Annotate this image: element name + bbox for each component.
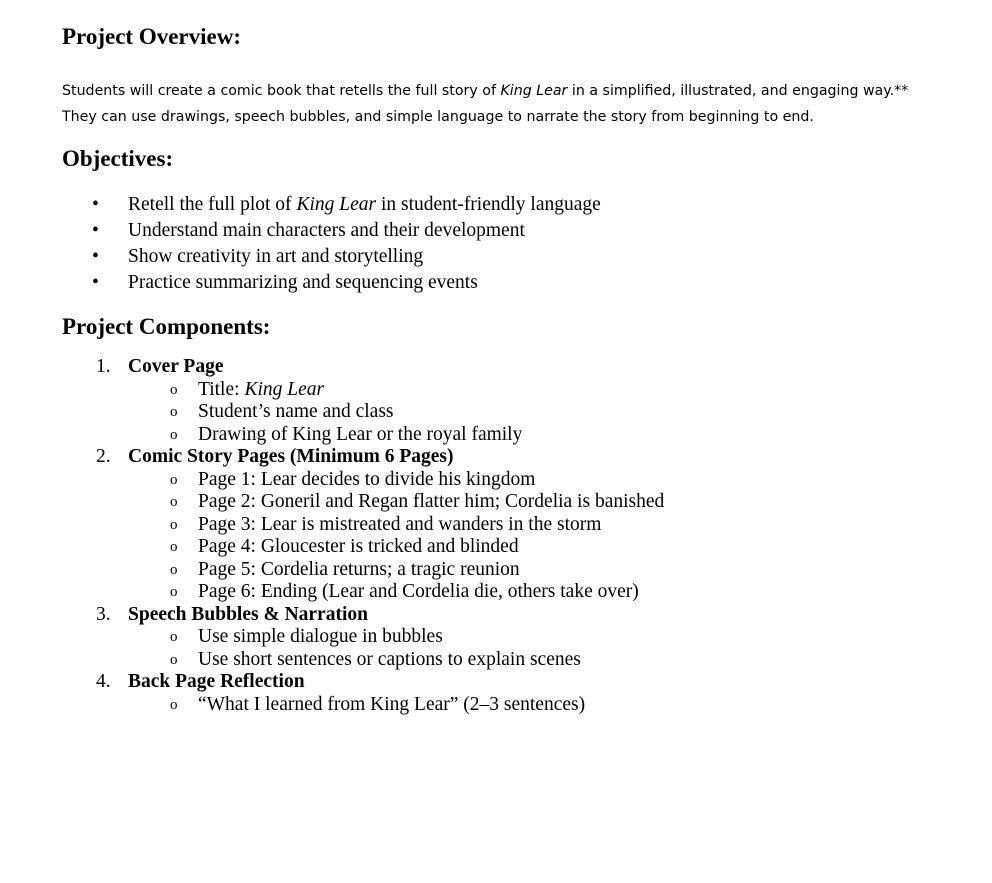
circle-bullet-icon: o bbox=[170, 404, 178, 420]
sub-item-text: Page 6: Ending (Lear and Cordelia die, others take over) bbox=[198, 581, 639, 602]
sub-item bbox=[128, 379, 962, 402]
objective-text: Understand main characters and their development bbox=[128, 220, 525, 241]
objective-text: Show creativity in art and storytelling bbox=[128, 246, 424, 267]
sub-item-text: Title: bbox=[198, 378, 245, 400]
objective-text: Practice summarizing and sequencing events bbox=[128, 272, 478, 293]
sub-item bbox=[128, 424, 962, 447]
component-item-speech-bubbles bbox=[62, 604, 962, 672]
circle-bullet-icon: o bbox=[170, 561, 178, 578]
component-item-back-page-reflection bbox=[62, 671, 962, 716]
circle-bullet-icon: o bbox=[170, 381, 178, 398]
circle-bullet-icon: o bbox=[170, 629, 178, 645]
sub-item-text: Page 2: Goneril and Regan flatter him; Cordelia is banished bbox=[198, 491, 665, 512]
objective-italic-title: King Lear bbox=[296, 194, 377, 215]
objective-item bbox=[62, 244, 962, 270]
component-title: Speech Bubbles & Narration bbox=[128, 603, 368, 625]
sub-item-text: Student’s name and class bbox=[198, 401, 394, 422]
component-number: 3. bbox=[96, 603, 111, 625]
sub-item bbox=[128, 581, 962, 604]
component-sublist bbox=[128, 626, 962, 671]
overview-text-end: in a simplified, illustrated, and engaging way.** They can use drawings, speech bubbles, and simple language to narrate the story from beginning to end. bbox=[62, 83, 909, 125]
circle-bullet-icon: o bbox=[170, 539, 178, 555]
sub-item bbox=[128, 536, 962, 559]
sub-item bbox=[128, 469, 962, 492]
sub-item-text: Drawing of King Lear or the royal family bbox=[198, 423, 523, 445]
project-overview-text bbox=[62, 78, 942, 130]
objective-item bbox=[62, 218, 962, 244]
project-components-heading: Project Components: bbox=[62, 314, 271, 339]
bullet-icon: • bbox=[92, 272, 99, 293]
document-page bbox=[62, 22, 962, 716]
circle-bullet-icon: o bbox=[170, 584, 178, 600]
sub-item-text: Page 4: Gloucester is tricked and blinded bbox=[198, 536, 519, 557]
bullet-icon: • bbox=[92, 220, 99, 241]
sub-item bbox=[128, 559, 962, 582]
overview-text-start: Students will create a comic book that retells the full story of bbox=[62, 83, 501, 99]
sub-item-italic-title: King Lear bbox=[244, 378, 325, 400]
component-item-comic-story-pages bbox=[62, 446, 962, 604]
project-overview-heading: Project Overview: bbox=[62, 24, 242, 49]
sub-item-text: Page 1: Lear decides to divide his kingdom bbox=[198, 468, 536, 490]
circle-bullet-icon: o bbox=[170, 494, 178, 510]
component-sublist bbox=[128, 379, 962, 447]
objective-text: Retell the full plot of bbox=[128, 194, 297, 215]
overview-title-italic: King Lear bbox=[500, 83, 568, 99]
objective-item bbox=[62, 192, 962, 218]
sub-item bbox=[128, 514, 962, 537]
component-number: 2. bbox=[96, 446, 111, 467]
bullet-icon: • bbox=[92, 194, 99, 215]
sub-item bbox=[128, 694, 962, 717]
component-sublist bbox=[128, 694, 962, 717]
component-item-cover-page bbox=[62, 356, 962, 446]
sub-item bbox=[128, 649, 962, 672]
circle-bullet-icon: o bbox=[170, 426, 178, 443]
circle-bullet-icon: o bbox=[170, 696, 178, 713]
sub-item bbox=[128, 401, 962, 424]
component-title: Cover Page bbox=[128, 356, 224, 377]
sub-item-text: Page 3: Lear is mistreated and wanders in the storm bbox=[198, 513, 602, 535]
sub-item-text: “What I learned from King Lear” (2–3 sentences) bbox=[198, 693, 586, 715]
component-number: 4. bbox=[96, 671, 111, 692]
circle-bullet-icon: o bbox=[170, 651, 178, 668]
component-title: Back Page Reflection bbox=[128, 671, 305, 692]
component-number: 1. bbox=[96, 356, 111, 377]
objective-text-end: in student-friendly language bbox=[376, 194, 601, 215]
objective-item bbox=[62, 270, 962, 296]
component-title: Comic Story Pages (Minimum 6 Pages) bbox=[128, 446, 454, 467]
sub-item-text: Page 5: Cordelia returns; a tragic reunion bbox=[198, 558, 520, 580]
sub-item-text: Use simple dialogue in bubbles bbox=[198, 626, 443, 647]
objectives-heading: Objectives: bbox=[62, 146, 174, 171]
circle-bullet-icon: o bbox=[170, 471, 178, 488]
objectives-list bbox=[62, 192, 962, 296]
circle-bullet-icon: o bbox=[170, 516, 178, 533]
sub-item bbox=[128, 491, 962, 514]
sub-item-text: Use short sentences or captions to explain scenes bbox=[198, 648, 581, 670]
bullet-icon: • bbox=[92, 246, 99, 267]
component-sublist bbox=[128, 469, 962, 604]
sub-item bbox=[128, 626, 962, 649]
components-list bbox=[62, 356, 962, 716]
